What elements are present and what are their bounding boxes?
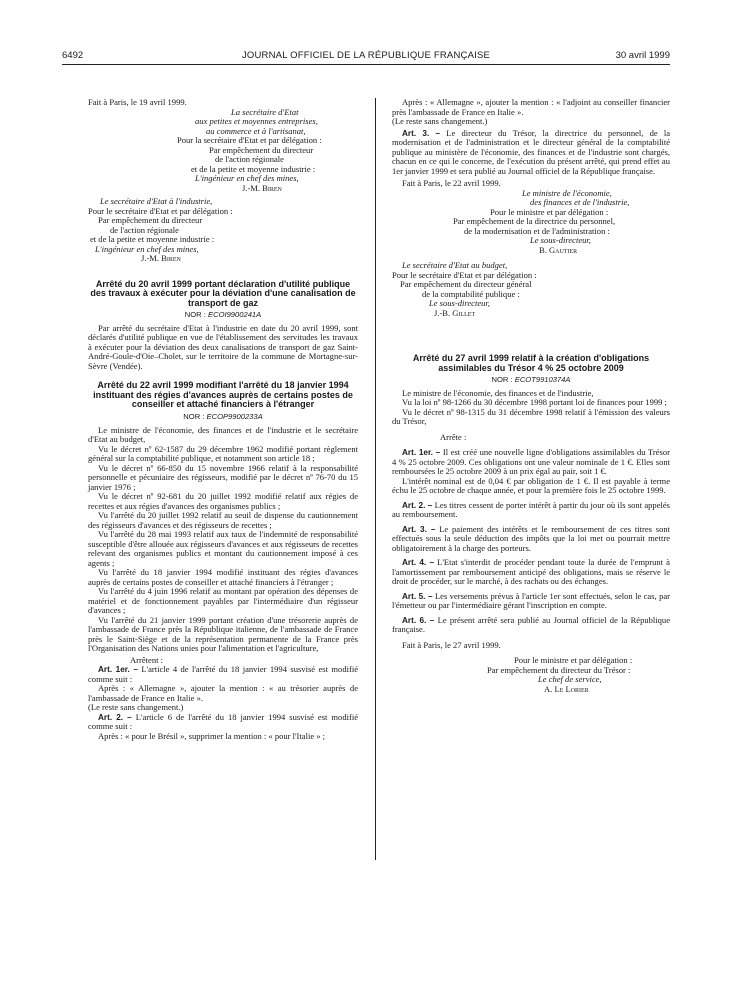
article-paragraph: Art. 4. – L'Etat s'interdit de procéder pendant toute la durée de l'emprunt à l'amortissement par remboursement anticipé des obligations, mais se réserve le droit de procéder, sur le marché, à des rachats ou des échanges.	[392, 557, 670, 587]
signature-line: Par empêchement du directeur	[209, 144, 314, 155]
signature-line: La secrétaire d'Etat	[231, 106, 299, 117]
signature-line: Pour le secrétaire d'Etat et par délégation :	[392, 269, 537, 280]
article-paragraph: Art. 3. – Le paiement des intérêts et le remboursement de ces titres sont effectués sous la seule déduction des impôts que la loi met ou pourrait mettre obligatoirement à la charge des porteurs.	[392, 523, 670, 553]
signature-block-3	[392, 179, 670, 255]
signature-line: Pour la secrétaire d'Etat et par délégation :	[177, 135, 322, 145]
article-paragraph: Après : « Allemagne », ajouter la mention : « au trésorier auprès de l'ambassade de France en Italie ».	[88, 683, 358, 703]
signature-line: Le chef de service,	[538, 674, 602, 685]
signature-line: Par empêchement du directeur général	[400, 279, 532, 289]
article-paragraph: Art. 1er. – L'article 4 de l'arrêté du 18 janvier 1994 susvisé est modifié comme suit :	[88, 664, 358, 684]
signature-line: Le ministre de l'économie,	[522, 187, 612, 198]
signature-line: de la comptabilité publique :	[422, 288, 520, 299]
arrete-title: Arrêté du 20 avril 1999 portant déclaration d'utilité publique des travaux à exécuter pour la déviation d'une canalisation de transport de gaz	[90, 278, 356, 308]
signature-line: Le sous-directeur,	[429, 298, 490, 308]
signature-line: L'ingénieur en chef des mines,	[95, 243, 199, 254]
visa-paragraph: Vu le décret nº 66-850 du 15 novembre 1966 relatif à la responsabilité personnelle et pécuniaire des régisseurs, modifié par le décret nº 76-70 du 15 janvier 1976 ;	[88, 462, 358, 492]
article-paragraph: Art. 5. – Les versements prévus à l'article 1er sont effectués, selon le cas, par l'émetteur ou par l'intermédiaire gérant l'inscription en compte.	[392, 590, 670, 611]
signature-line: et de la petite et moyenne industrie :	[90, 234, 215, 244]
article-paragraph: Art. 1er. – Il est créé une nouvelle ligne d'obligations assimilables du Trésor 4 % 25 octobre 2009. Ces obligations ont une valeur nominale de 1 €. Elles sont remboursées le 25 octobre 2009 à un prix égal au pair, soit 1 €.	[392, 447, 671, 477]
signature-line: Par empêchement du directeur	[98, 215, 203, 225]
visa-paragraph: Le ministre de l'économie, des finances et de l'industrie et le secrétaire d'Etat au budget,	[88, 424, 358, 445]
signature-line: de la modernisation et de l'administration :	[464, 225, 610, 236]
signature-line: L'ingénieur en chef des mines,	[195, 173, 299, 183]
arrete-title: Arrêté du 27 avril 1999 relatif à la création d'obligations assimilables du Trésor 4 % 25 octobre 2009	[412, 353, 650, 373]
visa-paragraph: Vu l'arrêté du 28 mai 1993 relatif aux taux de l'indemnité de responsabilité susceptible d'être allouée aux régisseurs d'avances et aux régisseurs de recettes relevant des organismes publics et montant du cautionnement imposé à ces agents ;	[88, 529, 358, 568]
signature-line: Pour le ministre et par délégation :	[514, 655, 633, 666]
signatory-name: A. Le Lorier	[544, 683, 589, 694]
arrete-regies	[88, 381, 358, 741]
page-header	[62, 50, 670, 64]
signature-line: Pour le ministre et par délégation :	[490, 206, 609, 217]
signature-line: de l'action régionale	[110, 224, 179, 235]
visa-paragraph: Vu le décret nº 92-681 du 20 juillet 1992 modifié relatif aux régies de recettes et aux régies d'avances des organismes publics ;	[88, 491, 358, 511]
nor-reference: NOR : ECOP9900233A	[183, 412, 263, 422]
signatory-name: J.-M. Biren	[141, 253, 181, 263]
signature-line: au commerce et à l'artisanat,	[206, 125, 306, 136]
arrete-heading: Arrête :	[440, 431, 467, 442]
arrete-body: Par arrêté du secrétaire d'Etat à l'industrie en date du 20 avril 1999, sont déclarés d'utilité publique en vue de l'établissement des servitudes les travaux à exécuter pour la déviation des deux canalisations de transport de gaz Saint-André-Goule-d'Oie–Cholet, sur le territoire de la commune de Mortagne-sur-Sèvre (Vendée).	[88, 322, 358, 371]
visa-paragraph: Vu l'arrêté du 18 janvier 1994 modifié instituant des régies d'avances auprès de certains postes de conseiller et attaché financiers à l'étranger ;	[88, 567, 358, 587]
signature-line: Fait à Paris, le 19 avril 1999.	[88, 97, 187, 107]
visa-paragraph: Le ministre de l'économie, des finances et de l'industrie,	[402, 387, 594, 398]
signatory-name: B. Gautier	[539, 244, 578, 255]
arrete-title: Arrêté du 22 avril 1999 modifiant l'arrêté du 18 janvier 1994 instituant des régies d'avances auprès de certains postes de conseiller et attaché financiers à l'étranger	[93, 380, 353, 410]
signature-block-2	[88, 197, 358, 264]
article-paragraph: Art. 2. – L'article 6 de l'arrêté du 18 janvier 1994 susvisé est modifié comme suit :	[88, 711, 358, 732]
nor-reference: NOR : ECOI9900241A	[184, 310, 262, 320]
page-number: 6492	[62, 50, 84, 61]
signature-line: Fait à Paris, le 27 avril 1999.	[402, 639, 501, 650]
article-paragraph: (Le reste sans changement.)	[392, 116, 488, 126]
signatory-name: J.-B. Gillet	[434, 307, 476, 318]
article-paragraph: Après : « Allemagne », ajouter la mention : « l'adjoint au conseiller financier près l'ambassade de France en Italie ».	[392, 97, 670, 117]
visa-paragraph: Vu la loi nº 98-1266 du 30 décembre 1998 portant loi de finances pour 1999 ;	[402, 397, 667, 408]
arrete-oat	[392, 354, 670, 635]
signature-line: Le sous-directeur,	[530, 235, 591, 245]
signature-line: Pour le secrétaire d'Etat et par délégation :	[88, 205, 233, 216]
signature-line: aux petites et moyennes entreprises,	[195, 116, 318, 126]
signature-block-5	[392, 641, 670, 695]
visa-paragraph: Vu l'arrêté du 21 janvier 1999 portant création d'une trésorerie auprès de l'ambassade de France près la République italienne, de l'ambassade de France près le Saint-Siège et de la représentation permanente de la France près l'Organisation des Nations unies pour l'alimentation et l'agriculture,	[88, 614, 358, 654]
signatory-name: J.-M. Biren	[242, 182, 282, 193]
signature-block-1	[88, 98, 358, 193]
article-paragraph: Art. 6. – Le présent arrêté sera publié au Journal officiel de la République française.	[392, 614, 670, 635]
visa-paragraph: Vu l'arrêté du 20 juillet 1992 relatif au seuil de dispense du cautionnement des régisseurs d'avances et des régisseurs de recettes ;	[88, 510, 358, 530]
signature-line: Le secrétaire d'Etat à l'industrie,	[100, 196, 213, 206]
signature-line: des finances et de l'industrie,	[530, 197, 630, 207]
signature-line: de l'action régionale	[215, 154, 284, 164]
signature-line: Par empêchement de la directrice du personnel,	[453, 216, 616, 226]
article-paragraph: Après : « pour le Brésil », supprimer la mention : « pour l'Italie » ;	[98, 730, 326, 741]
article-paragraph: L'intérêt nominal est de 0,04 € par obligation de 1 €. Il est payable à terme échu le 25 octobre de chaque année, et pour la première fois le 25 octobre 1999.	[392, 475, 670, 496]
column-separator	[375, 98, 376, 860]
article-paragraph: Art. 3. – Le directeur du Trésor, la directrice du personnel, de la modernisation et de l'administration et le directeur général de la comptabilité publique au ministère de l'économie, des finances et de l'industrie sont chargés, chacun en ce qui le concerne, de l'exécution du présent arrêté, qui prend effet au 1er janvier 1999 et sera publié au Journal officiel de la République française.	[392, 127, 670, 176]
nor-reference: NOR : ECOT9910374A	[491, 375, 571, 385]
issue-date: 30 avril 1999	[615, 50, 670, 61]
arrete-gaz	[88, 280, 358, 372]
signature-line: Le secrétaire d'Etat au budget,	[402, 260, 508, 270]
visa-paragraph: Vu le décret nº 98-1315 du 31 décembre 1998 relatif à l'émission des valeurs du Trésor,	[392, 406, 670, 427]
signature-block-4	[392, 261, 670, 318]
header-rule	[62, 64, 670, 65]
left-column	[88, 98, 358, 741]
right-column	[392, 98, 670, 694]
visa-paragraph: Vu l'arrêté du 4 juin 1996 relatif au montant par opération des dépenses de matériel et de fonctionnement payables par l'intermédiaire d'un régisseur d'avances ;	[88, 586, 358, 616]
signature-line: Fait à Paris, le 22 avril 1999.	[402, 178, 501, 188]
arretent-heading: Arrêtent :	[130, 654, 163, 665]
visa-paragraph: Vu le décret nº 62-1587 du 29 décembre 1962 modifié portant règlement général sur la comptabilité publique, et notamment son article 18 ;	[88, 443, 358, 464]
journal-title: JOURNAL OFFICIEL DE LA RÉPUBLIQUE FRANÇAISE	[241, 50, 491, 61]
signature-line: et de la petite et moyenne industrie :	[191, 163, 316, 174]
signature-line: Par empêchement du directeur du Trésor :	[487, 664, 631, 675]
article-paragraph: Art. 2. – Les titres cessent de porter intérêt à partir du jour où ils sont appelés au remboursement.	[392, 499, 670, 520]
article-paragraph: (Le reste sans changement.)	[88, 702, 184, 713]
